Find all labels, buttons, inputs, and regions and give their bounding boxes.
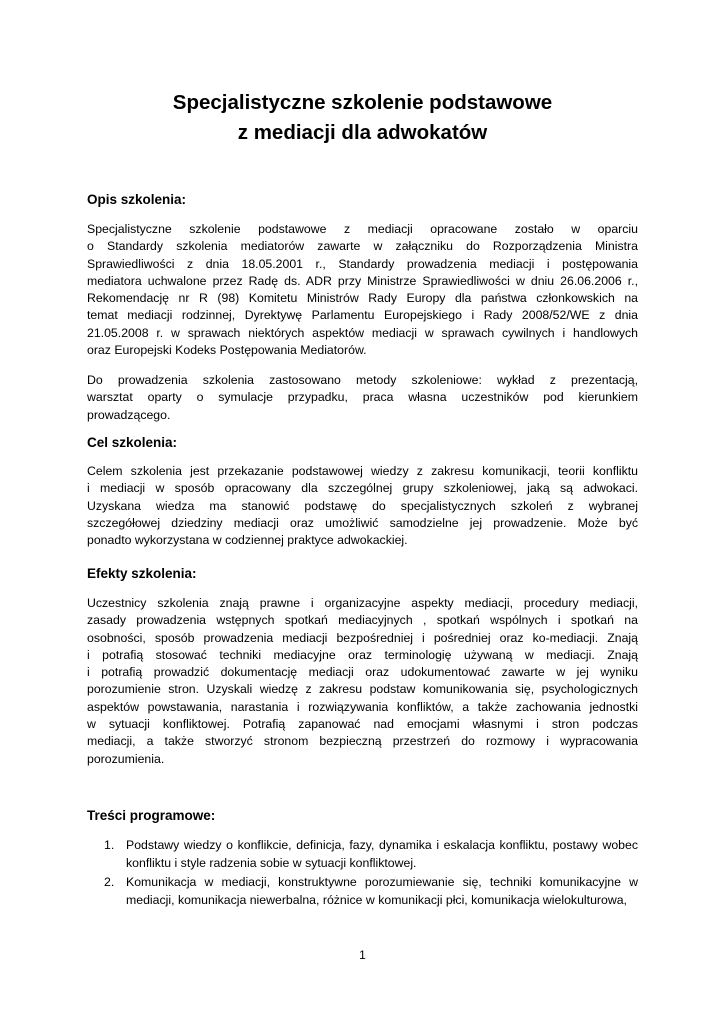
paragraph-opis-2 [87, 372, 638, 424]
text-line: i mediacji w sposób opracowany dla szczególnej grupy szkoleniowej, jaką są adwokaci. [87, 481, 638, 496]
text-line: 21.05.2008 r. w sprawach niektórych aspektów mediacji w sprawach cywilnych i handlowych [87, 325, 638, 340]
text-line: Sprawiedliwości z dnia 18.05.2001 r., Standardy prowadzenia mediacji i postępowania [87, 256, 638, 271]
list-item [87, 874, 638, 909]
text-line: Uczestnicy szkolenia znają prawne i organizacyjne aspekty mediacji, procedury mediacji, [87, 596, 638, 610]
list-item [87, 837, 638, 872]
text-line: porozumienia. [87, 751, 165, 766]
text-line: temat mediacji rodzinnej, Dyrektywę Parlamentu Europejskiego i Rady 2008/52/WE z dnia [87, 308, 638, 323]
text-line: o Standardy szkolenia mediatorów zawarte w załączniku do Rozporządzenia Ministra [87, 239, 638, 254]
text-line: i potrafią prowadzić dokumentację mediacji oraz udokumentować zawarte w jej wyniku [87, 665, 638, 680]
text-line: Uzyskana wiedza ma stanowić podstawę do specjalistycznych szkoleń z wybranej [87, 498, 638, 513]
section-heading-opis: Opis szkolenia: [87, 192, 187, 207]
section-heading-cel: Cel szkolenia: [87, 435, 178, 450]
text-line: warsztat oparty o symulacje przypadku, praca własna uczestników pod kierunkiem [87, 390, 638, 405]
text-line: i potrafią stosować techniki mediacyjne oraz terminologię używaną w mediacji. Znają [87, 647, 638, 662]
text-line: w sytuacji konfliktowej. Potrafią zapanować nad emocjami własnymi i stron podczas [87, 717, 638, 732]
text-line: Rekomendację nr R (98) Komitetu Ministrów Rady Europy dla państwa członkowskich na [87, 291, 638, 306]
title-line-1: Specjalistyczne szkolenie podstawowe [172, 91, 553, 114]
text-line: zasady prowadzenia wstępnych spotkań mediacyjnych , spotkań wspólnych i spotkań na [87, 613, 638, 628]
document-title [0, 88, 725, 148]
text-line: szczegółowej dziedziny mediacji oraz umożliwić samodzielne jej prowadzenie. Może być [87, 515, 638, 530]
text-line: prowadzącego. [87, 407, 171, 422]
text-line: porozumienie stron. Uzyskali wiedzę z zakresu podstaw komunikowania się, psychologicznych [87, 682, 638, 697]
list-item-text: Podstawy wiedzy o konflikcie, definicja, fazy, dynamika i eskalacja konfliktu, postawy wobec konfliktu i style radzenia sobie w sytuacji konfliktowej. [126, 838, 638, 870]
page-number: 1 [359, 948, 366, 962]
text-line: Celem szkolenia jest przekazanie podstawowej wiedzy z zakresu komunikacji, teorii konfliktu [87, 464, 638, 478]
paragraph-efekty [87, 595, 638, 768]
text-line: oraz Europejski Kodeks Postępowania Mediatorów. [87, 343, 367, 358]
title-line-2: z mediacji dla adwokatów [237, 121, 488, 144]
paragraph-cel [87, 463, 638, 549]
paragraph-opis-1 [87, 221, 638, 359]
text-line: mediatora uchwalone przez Radę ds. ADR przy Ministrze Sprawiedliwości w dniu 26.06.2006 r., [87, 273, 638, 288]
text-line: osobności, sposób prowadzenia mediacji bezpośredniej i pośredniej oraz ko-mediacji. Znają [87, 630, 638, 645]
text-line: aspektów powstawania, narastania i rozwiązywania konfliktów, a także zachowania jednostki [87, 699, 638, 714]
text-line: ponadto wykorzystana w codziennej praktyce adwokackiej. [87, 533, 408, 548]
section-heading-efekty: Efekty szkolenia: [87, 566, 197, 581]
text-line: mediacji, a także stworzyć stronom bezpieczną przestrzeń do rozmowy i wypracowania [87, 734, 638, 749]
list-item-number: 2. [104, 875, 115, 889]
text-line: Do prowadzenia szkolenia zastosowano metody szkoleniowe: wykład z prezentacją, [87, 373, 638, 387]
list-item-number: 1. [104, 838, 115, 852]
program-content-list [87, 837, 638, 911]
list-item-text: Komunikacja w mediacji, konstruktywne porozumiewanie się, techniki komunikacyjne w mediacji, komunikacja niewerbalna, różnice w komunikacji płci, komunikacja wielokulturowa, [126, 875, 638, 907]
text-line: Specjalistyczne szkolenie podstawowe z mediacji opracowane zostało w oparciu [87, 222, 638, 236]
section-heading-tresci: Treści programowe: [87, 808, 216, 823]
